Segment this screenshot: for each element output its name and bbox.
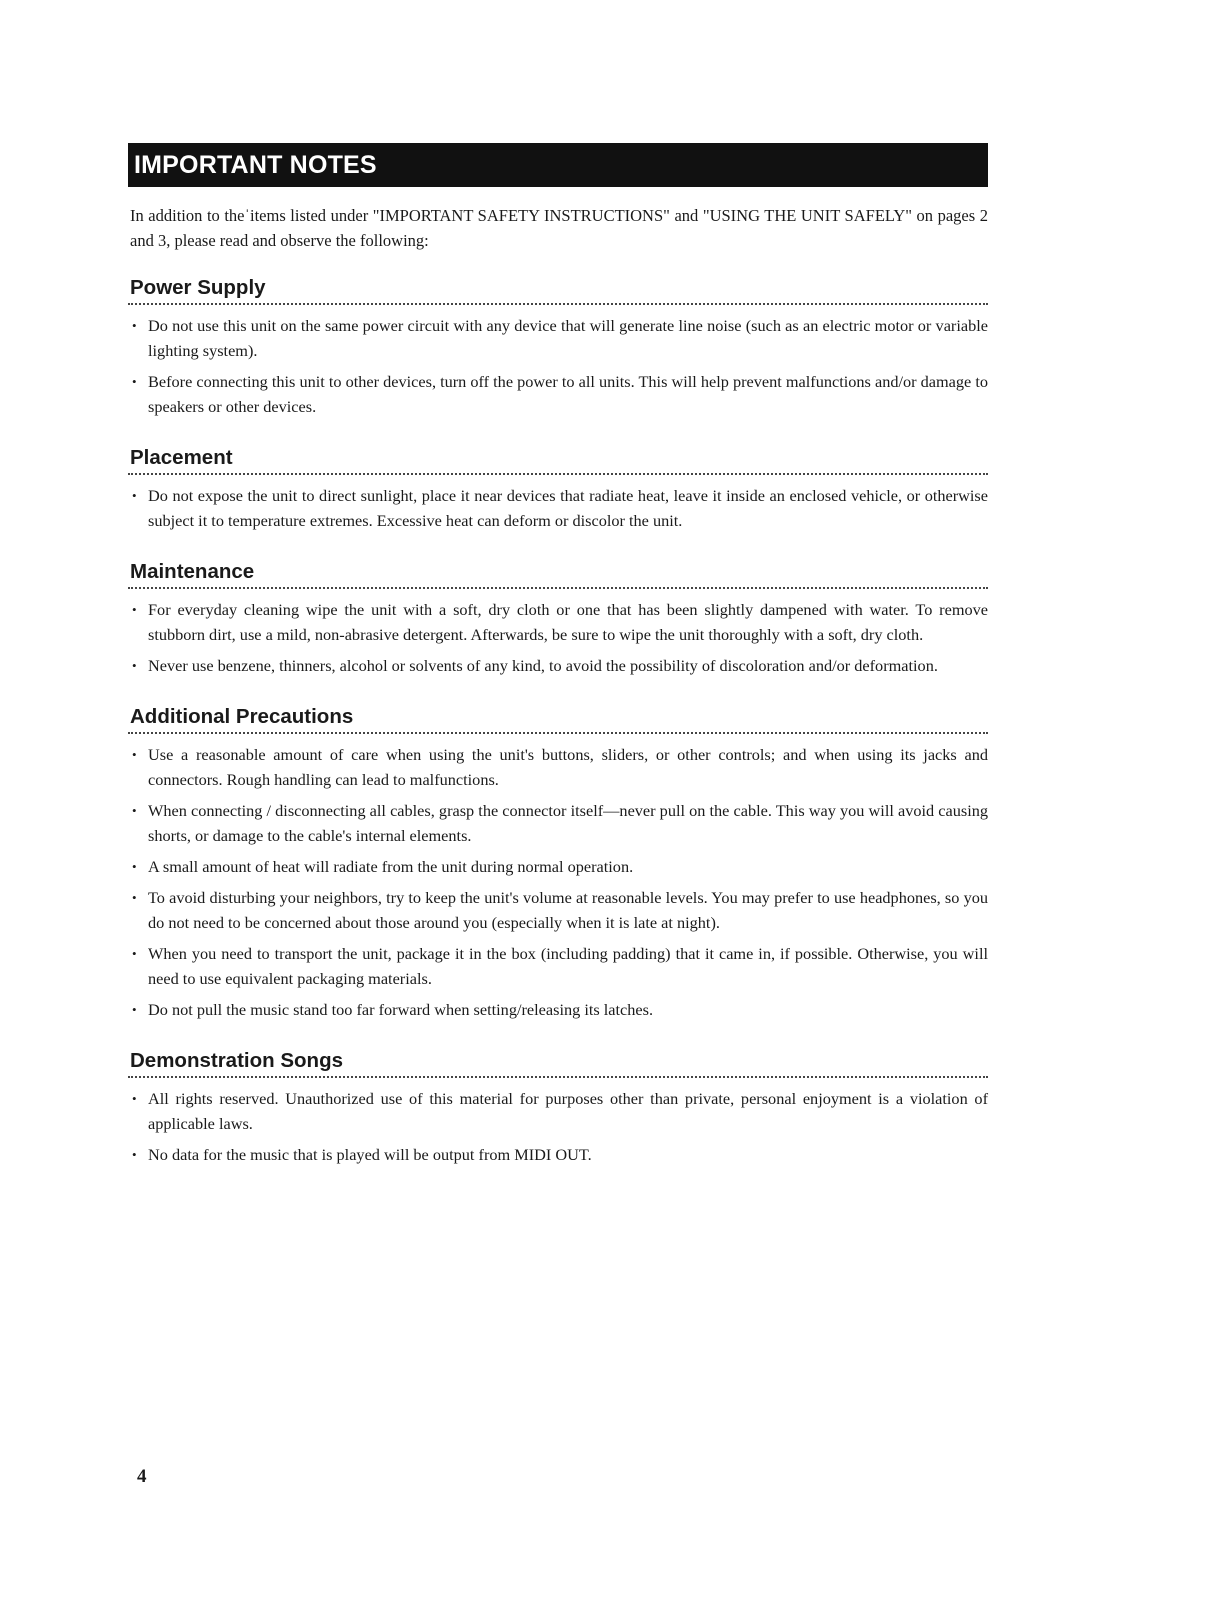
bullet-icon: • (132, 1147, 137, 1162)
section-heading: Placement (128, 445, 988, 475)
list-item (128, 854, 988, 879)
list-item (128, 798, 988, 848)
bullet-icon: • (132, 488, 137, 503)
list-item-text: Use a reasonable amount of care when using the unit's buttons, sliders, or other controls; and when using its jacks and connectors. Rough handling can lead to malfunctions. (148, 745, 988, 789)
list-item-text: Never use benzene, thinners, alcohol or solvents of any kind, to avoid the possibility of discoloration and/or deformation. (148, 656, 938, 675)
page-title: IMPORTANT NOTES (128, 143, 988, 187)
list-item (128, 653, 988, 678)
section-demonstration-songs (128, 1048, 988, 1167)
list-item-text: Do not expose the unit to direct sunlight, place it near devices that radiate heat, leave it inside an enclosed vehicle, or otherwise subject it to temperature extremes. Excessive heat can deform or discolor the unit. (148, 486, 988, 530)
bullet-icon: • (132, 747, 137, 762)
section-heading: Maintenance (128, 559, 988, 589)
list-item-text: Do not pull the music stand too far forward when setting/releasing its latches. (148, 1000, 654, 1019)
bullet-icon: • (132, 374, 137, 389)
section-placement (128, 445, 988, 533)
bullet-icon: • (132, 318, 137, 333)
list-item (128, 313, 988, 363)
bullet-icon: • (132, 803, 137, 818)
list-item (128, 483, 988, 533)
bullet-icon: • (132, 1091, 137, 1106)
bullet-list (128, 313, 988, 419)
section-power-supply (128, 275, 988, 419)
page-number: 4 (137, 1466, 147, 1487)
bullet-list (128, 1086, 988, 1167)
bullet-icon: • (132, 890, 137, 905)
list-item (128, 597, 988, 647)
list-item-text: Do not use this unit on the same power circuit with any device that will generate line noise (such as an electric motor or variable lighting system). (148, 316, 988, 360)
list-item-text: To avoid disturbing your neighbors, try to keep the unit's volume at reasonable levels. You may prefer to use headphones, so you do not need to be concerned about those around you (especially when it is late at night). (148, 888, 988, 932)
bullet-icon: • (132, 602, 137, 617)
section-heading: Demonstration Songs (128, 1048, 988, 1078)
sections-container (128, 275, 988, 1167)
intro-paragraph: In addition to theˈitems listed under "IMPORTANT SAFETY INSTRUCTIONS" and "USING THE UNIT SAFELY" on pages 2 and 3, please read and observe the following: (130, 206, 988, 250)
bullet-list (128, 483, 988, 533)
section-maintenance (128, 559, 988, 678)
list-item (128, 369, 988, 419)
list-item-text: A small amount of heat will radiate from the unit during normal operation. (148, 857, 634, 876)
list-item-text: All rights reserved. Unauthorized use of this material for purposes other than private, personal enjoyment is a violation of applicable laws. (148, 1089, 988, 1133)
list-item (128, 885, 988, 935)
list-item (128, 1142, 988, 1167)
bullet-icon: • (132, 946, 137, 961)
bullet-icon: • (132, 658, 137, 673)
list-item-text: When connecting / disconnecting all cables, grasp the connector itself—never pull on the cable. This way you will avoid causing shorts, or damage to the cable's internal elements. (148, 801, 988, 845)
list-item (128, 997, 988, 1022)
section-heading: Power Supply (128, 275, 988, 305)
section-additional-precautions (128, 704, 988, 1022)
bullet-icon: • (132, 859, 137, 874)
bullet-list (128, 597, 988, 678)
bullet-list (128, 742, 988, 1022)
section-heading: Additional Precautions (128, 704, 988, 734)
list-item-text: For everyday cleaning wipe the unit with a soft, dry cloth or one that has been slightly dampened with water. To remove stubborn dirt, use a mild, non-abrasive detergent. Afterwards, be sure to wipe the unit thoroughly with a soft, dry cloth. (148, 600, 988, 644)
list-item (128, 1086, 988, 1136)
list-item-text: When you need to transport the unit, package it in the box (including padding) that it came in, if possible. Otherwise, you will need to use equivalent packaging materials. (148, 944, 988, 988)
bullet-icon: • (132, 1002, 137, 1017)
list-item-text: No data for the music that is played will be output from MIDI OUT. (148, 1145, 592, 1164)
document-page (128, 143, 988, 1173)
list-item-text: Before connecting this unit to other devices, turn off the power to all units. This will help prevent malfunctions and/or damage to speakers or other devices. (148, 372, 988, 416)
list-item (128, 941, 988, 991)
list-item (128, 742, 988, 792)
